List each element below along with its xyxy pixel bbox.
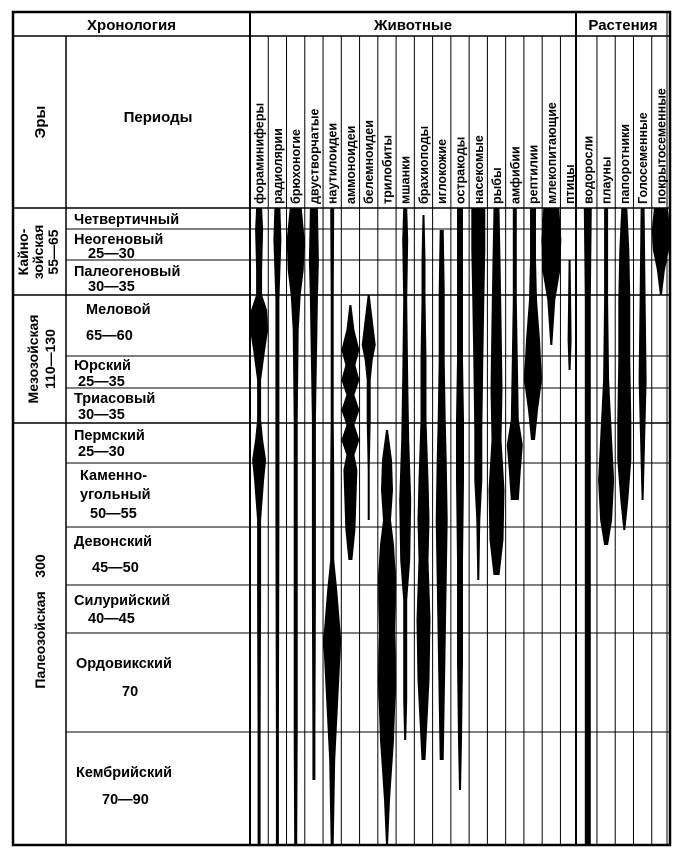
taxon-range-animal-14 [507, 208, 523, 500]
period-paleogene-duration: 30—35 [88, 279, 135, 295]
taxon-range-animal-17 [568, 260, 572, 370]
period-ordovician: Ордовикский [76, 656, 172, 672]
period-quaternary: Четвертичный [74, 212, 180, 228]
group-label-14: амфибии [508, 146, 523, 204]
period-cambrian: Кембрийский [76, 765, 173, 781]
group-label-17: птицы [563, 164, 578, 204]
era-paleozoic-label: Палеозойская [32, 591, 48, 689]
group-label-8: мшанки [398, 155, 413, 204]
period-carboniferous: Каменно- [80, 468, 148, 484]
taxon-range-animal-16 [541, 208, 561, 345]
eras-header: Эры [32, 105, 49, 139]
taxon-range-animal-12 [471, 208, 485, 580]
taxon-range-plant-19 [598, 208, 614, 545]
period-silurian: Силурийский [74, 593, 171, 609]
periods-header: Периоды [123, 109, 193, 126]
era-cenozoic-duration: 55—65 [45, 229, 61, 275]
taxon-range-animal-8 [399, 208, 411, 740]
period-jurassic-duration: 25—35 [78, 374, 125, 390]
period-cretaceous-duration: 65—60 [86, 328, 133, 344]
period-carboniferous-2: угольный [80, 487, 151, 503]
taxon-range-animal-6 [362, 295, 376, 520]
taxon-range-plant-20 [617, 208, 631, 530]
era-mesozoic-duration: 110—130 [42, 329, 58, 389]
taxon-range-animal-9 [417, 215, 431, 760]
taxon-range-animal-3 [309, 208, 319, 780]
group-label-3: двустворчатые [307, 108, 322, 204]
group-label-19: плауны [599, 156, 614, 204]
period-paleogene: Палеогеновый [74, 264, 181, 280]
group-label-22: покрытосеменные [654, 88, 669, 204]
period-silurian-duration: 40—45 [88, 611, 135, 627]
group-label-6: белемноидеи [362, 120, 377, 204]
animals-header: Животные [373, 17, 453, 34]
group-label-20: папоротники [617, 124, 632, 204]
chronology-header: Хронология [87, 17, 176, 34]
period-jurassic: Юрский [74, 358, 131, 374]
period-permian-duration: 25—30 [78, 444, 125, 460]
period-cambrian-duration: 70—90 [102, 792, 149, 808]
period-carboniferous-duration: 50—55 [90, 506, 137, 522]
era-cenozoic-label: Кайно- [15, 228, 31, 276]
group-label-15: рептилии [526, 144, 541, 204]
group-label-21: Голосеменные [636, 112, 651, 204]
taxon-range-animal-10 [436, 230, 448, 760]
taxon-range-animal-7 [378, 430, 396, 845]
group-label-12: насекомые [471, 135, 486, 204]
group-label-5: аммоноидеи [343, 125, 358, 204]
group-label-13: рыбы [490, 167, 505, 204]
period-devonian: Девонский [74, 534, 153, 550]
taxon-range-animal-15 [524, 208, 542, 440]
group-label-2: брюхоногие [289, 128, 304, 204]
group-label-16: млекопитающие [544, 102, 559, 204]
era-paleozoic-duration: 300 [32, 554, 48, 578]
group-label-10: иглокожие [435, 138, 450, 204]
era-cenozoic-label-2: зойская [30, 224, 46, 280]
plants-header: Растения [588, 17, 658, 34]
taxon-range-animal-13 [489, 208, 505, 575]
group-label-11: остракоды [453, 136, 468, 204]
group-label-0: фораминиферы [252, 102, 267, 204]
taxon-range-plant-21 [639, 208, 647, 500]
period-neogene: Неогеновый [74, 232, 164, 248]
group-label-1: радиолярии [270, 128, 285, 204]
taxon-range-plant-18 [584, 208, 592, 845]
period-neogene-duration: 25—30 [88, 246, 135, 262]
group-label-18: водоросли [581, 135, 596, 204]
taxon-range-animal-11 [456, 208, 464, 790]
group-label-9: брахиоподы [416, 125, 431, 204]
period-cretaceous: Меловой [86, 302, 151, 318]
period-triassic-duration: 30—35 [78, 407, 125, 423]
group-label-7: трилобиты [380, 134, 395, 204]
period-devonian-duration: 45—50 [92, 560, 139, 576]
spindle-layer [250, 208, 670, 845]
era-mesozoic-label: Мезозойская [25, 314, 41, 404]
period-ordovician-duration: 70 [122, 684, 139, 700]
taxon-range-animal-5 [341, 305, 359, 560]
period-permian: Пермский [74, 428, 145, 444]
group-label-4: наутилоидеи [325, 122, 340, 204]
period-triassic: Триасовый [74, 391, 156, 407]
